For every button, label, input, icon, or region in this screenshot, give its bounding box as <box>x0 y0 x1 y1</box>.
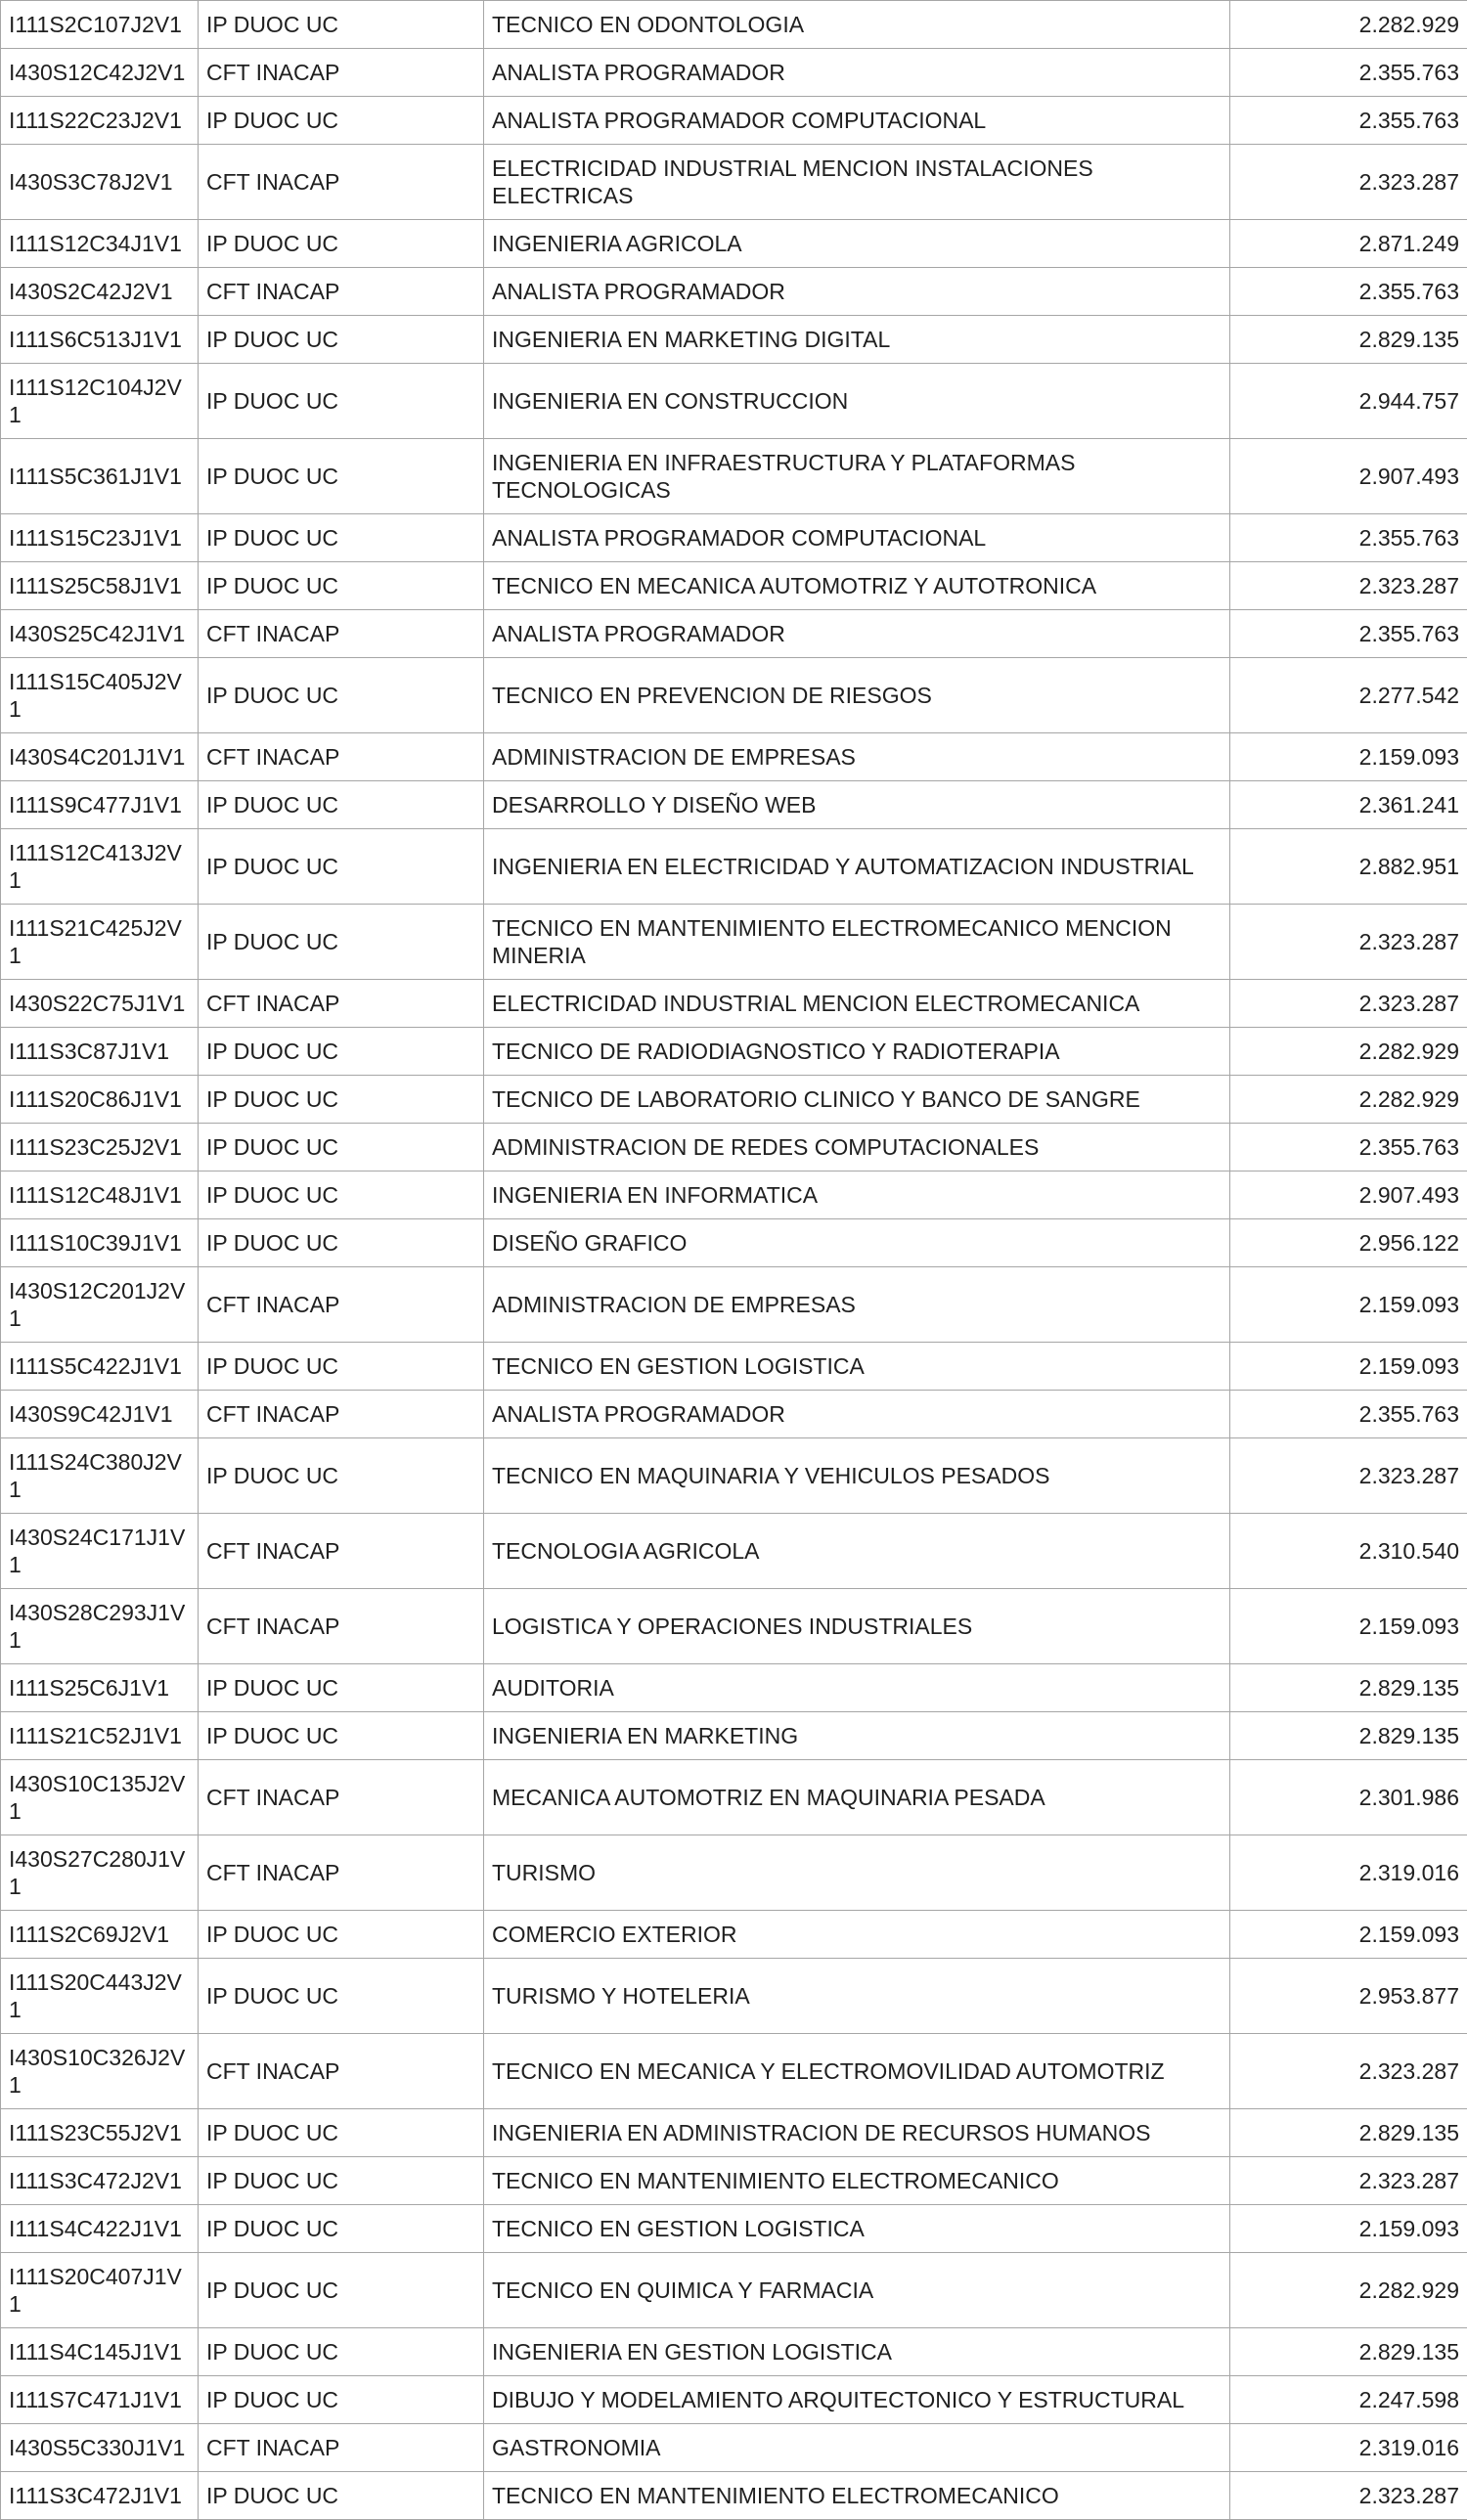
cell-program-code: I111S24C380J2V1 <box>1 1438 199 1514</box>
cell-program-name: TECNICO EN MANTENIMIENTO ELECTROMECANICO MENCION MINERIA <box>484 905 1230 980</box>
table-row <box>1 145 1467 220</box>
cell-program-code: I430S28C293J1V1 <box>1 1589 199 1664</box>
cell-program-code: I111S2C107J2V1 <box>1 1 199 49</box>
cell-program-name: LOGISTICA Y OPERACIONES INDUSTRIALES <box>484 1589 1230 1664</box>
cell-program-code: I111S25C58J1V1 <box>1 562 199 610</box>
cell-institution: CFT INACAP <box>199 980 484 1028</box>
cell-program-name: DIBUJO Y MODELAMIENTO ARQUITECTONICO Y ESTRUCTURAL <box>484 2376 1230 2424</box>
cell-program-name: TECNICO EN PREVENCION DE RIESGOS <box>484 658 1230 733</box>
cell-tuition-amount: 2.159.093 <box>1230 733 1467 781</box>
cell-program-code: I430S12C42J2V1 <box>1 49 199 97</box>
cell-program-code: I111S12C413J2V1 <box>1 829 199 905</box>
cell-program-name: TECNICO DE RADIODIAGNOSTICO Y RADIOTERAPIA <box>484 1028 1230 1076</box>
cell-program-name: TURISMO <box>484 1835 1230 1911</box>
cell-institution: IP DUOC UC <box>199 562 484 610</box>
cell-institution: IP DUOC UC <box>199 2109 484 2157</box>
cell-program-name: ADMINISTRACION DE REDES COMPUTACIONALES <box>484 1124 1230 1172</box>
table-row <box>1 2109 1467 2157</box>
table-row <box>1 1664 1467 1712</box>
cell-tuition-amount: 2.829.135 <box>1230 2109 1467 2157</box>
table-row <box>1 2376 1467 2424</box>
cell-tuition-amount: 2.323.287 <box>1230 1438 1467 1514</box>
cell-program-code: I430S25C42J1V1 <box>1 610 199 658</box>
table-row <box>1 1124 1467 1172</box>
cell-institution: IP DUOC UC <box>199 1 484 49</box>
cell-tuition-amount: 2.355.763 <box>1230 610 1467 658</box>
table-row <box>1 1438 1467 1514</box>
cell-program-name: ELECTRICIDAD INDUSTRIAL MENCION INSTALACIONES ELECTRICAS <box>484 145 1230 220</box>
cell-program-code: I111S22C23J2V1 <box>1 97 199 145</box>
cell-tuition-amount: 2.282.929 <box>1230 2253 1467 2328</box>
cell-institution: IP DUOC UC <box>199 220 484 268</box>
cell-program-code: I430S27C280J1V1 <box>1 1835 199 1911</box>
table-row <box>1 980 1467 1028</box>
table-row <box>1 1835 1467 1911</box>
cell-program-name: TECNICO EN MECANICA AUTOMOTRIZ Y AUTOTRONICA <box>484 562 1230 610</box>
cell-program-code: I111S15C405J2V1 <box>1 658 199 733</box>
table-row <box>1 829 1467 905</box>
cell-program-name: ADMINISTRACION DE EMPRESAS <box>484 1267 1230 1343</box>
cell-program-code: I111S9C477J1V1 <box>1 781 199 829</box>
cell-program-code: I430S2C42J2V1 <box>1 268 199 316</box>
cell-program-name: TECNICO EN MAQUINARIA Y VEHICULOS PESADOS <box>484 1438 1230 1514</box>
cell-institution: CFT INACAP <box>199 49 484 97</box>
cell-program-code: I111S15C23J1V1 <box>1 514 199 562</box>
cell-program-code: I430S5C330J1V1 <box>1 2424 199 2472</box>
cell-institution: IP DUOC UC <box>199 514 484 562</box>
cell-program-code: I111S4C145J1V1 <box>1 2328 199 2376</box>
cell-program-code: I111S12C104J2V1 <box>1 364 199 439</box>
cell-program-code: I111S6C513J1V1 <box>1 316 199 364</box>
cell-program-name: TECNICO EN GESTION LOGISTICA <box>484 1343 1230 1391</box>
cell-tuition-amount: 2.953.877 <box>1230 1959 1467 2034</box>
cell-tuition-amount: 2.829.135 <box>1230 1664 1467 1712</box>
cell-program-name: TECNICO EN ODONTOLOGIA <box>484 1 1230 49</box>
cell-institution: IP DUOC UC <box>199 2328 484 2376</box>
cell-institution: IP DUOC UC <box>199 439 484 514</box>
cell-tuition-amount: 2.323.287 <box>1230 145 1467 220</box>
cell-tuition-amount: 2.282.929 <box>1230 1076 1467 1124</box>
table-body <box>1 1 1467 2520</box>
cell-program-code: I430S4C201J1V1 <box>1 733 199 781</box>
cell-program-name: INGENIERIA AGRICOLA <box>484 220 1230 268</box>
table-row <box>1 1028 1467 1076</box>
cell-program-name: INGENIERIA EN ELECTRICIDAD Y AUTOMATIZACION INDUSTRIAL <box>484 829 1230 905</box>
cell-tuition-amount: 2.907.493 <box>1230 1172 1467 1219</box>
cell-tuition-amount: 2.159.093 <box>1230 1589 1467 1664</box>
cell-program-name: ELECTRICIDAD INDUSTRIAL MENCION ELECTROMECANICA <box>484 980 1230 1028</box>
table-row <box>1 2157 1467 2205</box>
cell-institution: CFT INACAP <box>199 1760 484 1835</box>
cell-institution: IP DUOC UC <box>199 2157 484 2205</box>
cell-tuition-amount: 2.355.763 <box>1230 1124 1467 1172</box>
cell-program-code: I111S7C471J1V1 <box>1 2376 199 2424</box>
cell-tuition-amount: 2.829.135 <box>1230 316 1467 364</box>
cell-tuition-amount: 2.907.493 <box>1230 439 1467 514</box>
cell-institution: CFT INACAP <box>199 1835 484 1911</box>
cell-tuition-amount: 2.323.287 <box>1230 562 1467 610</box>
table-row <box>1 364 1467 439</box>
cell-program-name: ANALISTA PROGRAMADOR <box>484 49 1230 97</box>
cell-tuition-amount: 2.871.249 <box>1230 220 1467 268</box>
cell-tuition-amount: 2.282.929 <box>1230 1 1467 49</box>
cell-tuition-amount: 2.323.287 <box>1230 2034 1467 2109</box>
cell-tuition-amount: 2.319.016 <box>1230 1835 1467 1911</box>
table-row <box>1 2424 1467 2472</box>
cell-institution: IP DUOC UC <box>199 1712 484 1760</box>
table-row <box>1 733 1467 781</box>
table-row <box>1 1267 1467 1343</box>
cell-program-name: TECNICO DE LABORATORIO CLINICO Y BANCO DE SANGRE <box>484 1076 1230 1124</box>
table-row <box>1 905 1467 980</box>
cell-program-code: I111S10C39J1V1 <box>1 1219 199 1267</box>
cell-program-name: ANALISTA PROGRAMADOR COMPUTACIONAL <box>484 97 1230 145</box>
cell-program-code: I111S5C361J1V1 <box>1 439 199 514</box>
cell-institution: CFT INACAP <box>199 610 484 658</box>
cell-program-code: I430S9C42J1V1 <box>1 1391 199 1438</box>
cell-tuition-amount: 2.319.016 <box>1230 2424 1467 2472</box>
cell-tuition-amount: 2.355.763 <box>1230 514 1467 562</box>
cell-institution: IP DUOC UC <box>199 1911 484 1959</box>
cell-program-name: MECANICA AUTOMOTRIZ EN MAQUINARIA PESADA <box>484 1760 1230 1835</box>
cell-program-name: ADMINISTRACION DE EMPRESAS <box>484 733 1230 781</box>
cell-program-name: ANALISTA PROGRAMADOR COMPUTACIONAL <box>484 514 1230 562</box>
cell-program-code: I111S3C472J1V1 <box>1 2472 199 2520</box>
table-row <box>1 2205 1467 2253</box>
table-row <box>1 268 1467 316</box>
cell-tuition-amount: 2.355.763 <box>1230 49 1467 97</box>
cell-tuition-amount: 2.301.986 <box>1230 1760 1467 1835</box>
cell-institution: IP DUOC UC <box>199 2472 484 2520</box>
table-row <box>1 610 1467 658</box>
cell-program-name: TECNICO EN MECANICA Y ELECTROMOVILIDAD AUTOMOTRIZ <box>484 2034 1230 2109</box>
cell-institution: IP DUOC UC <box>199 1124 484 1172</box>
table-row <box>1 49 1467 97</box>
cell-institution: IP DUOC UC <box>199 1664 484 1712</box>
cell-program-name: INGENIERIA EN MARKETING <box>484 1712 1230 1760</box>
cell-program-code: I430S24C171J1V1 <box>1 1514 199 1589</box>
cell-program-name: INGENIERIA EN CONSTRUCCION <box>484 364 1230 439</box>
cell-program-code: I111S12C34J1V1 <box>1 220 199 268</box>
cell-program-name: ANALISTA PROGRAMADOR <box>484 610 1230 658</box>
cell-tuition-amount: 2.829.135 <box>1230 1712 1467 1760</box>
cell-tuition-amount: 2.956.122 <box>1230 1219 1467 1267</box>
table-row <box>1 781 1467 829</box>
cell-institution: CFT INACAP <box>199 733 484 781</box>
cell-tuition-amount: 2.323.287 <box>1230 905 1467 980</box>
cell-institution: IP DUOC UC <box>199 1076 484 1124</box>
cell-institution: IP DUOC UC <box>199 364 484 439</box>
table-row <box>1 1589 1467 1664</box>
table-row <box>1 1076 1467 1124</box>
cell-program-code: I111S25C6J1V1 <box>1 1664 199 1712</box>
cell-program-code: I430S3C78J2V1 <box>1 145 199 220</box>
cell-program-code: I430S10C326J2V1 <box>1 2034 199 2109</box>
table-row <box>1 1 1467 49</box>
cell-program-code: I111S23C25J2V1 <box>1 1124 199 1172</box>
cell-institution: CFT INACAP <box>199 1267 484 1343</box>
table-row <box>1 2034 1467 2109</box>
table-row <box>1 658 1467 733</box>
cell-program-code: I111S12C48J1V1 <box>1 1172 199 1219</box>
cell-tuition-amount: 2.355.763 <box>1230 1391 1467 1438</box>
cell-program-name: TURISMO Y HOTELERIA <box>484 1959 1230 2034</box>
cell-program-code: I111S5C422J1V1 <box>1 1343 199 1391</box>
cell-tuition-amount: 2.247.598 <box>1230 2376 1467 2424</box>
table-row <box>1 220 1467 268</box>
cell-program-name: INGENIERIA EN ADMINISTRACION DE RECURSOS HUMANOS <box>484 2109 1230 2157</box>
cell-institution: IP DUOC UC <box>199 1438 484 1514</box>
cell-program-code: I111S20C407J1V1 <box>1 2253 199 2328</box>
cell-tuition-amount: 2.944.757 <box>1230 364 1467 439</box>
cell-program-name: INGENIERIA EN GESTION LOGISTICA <box>484 2328 1230 2376</box>
cell-institution: IP DUOC UC <box>199 2253 484 2328</box>
cell-tuition-amount: 2.355.763 <box>1230 268 1467 316</box>
cell-institution: IP DUOC UC <box>199 658 484 733</box>
cell-program-code: I111S20C443J2V1 <box>1 1959 199 2034</box>
cell-tuition-amount: 2.361.241 <box>1230 781 1467 829</box>
table-row <box>1 1172 1467 1219</box>
cell-institution: IP DUOC UC <box>199 1219 484 1267</box>
cell-program-name: AUDITORIA <box>484 1664 1230 1712</box>
cell-program-name: TECNICO EN QUIMICA Y FARMACIA <box>484 2253 1230 2328</box>
table-row <box>1 1959 1467 2034</box>
cell-institution: CFT INACAP <box>199 2034 484 2109</box>
cell-tuition-amount: 2.323.287 <box>1230 980 1467 1028</box>
cell-institution: CFT INACAP <box>199 145 484 220</box>
cell-institution: IP DUOC UC <box>199 97 484 145</box>
cell-program-name: TECNICO EN MANTENIMIENTO ELECTROMECANICO <box>484 2472 1230 2520</box>
cell-tuition-amount: 2.355.763 <box>1230 97 1467 145</box>
cell-program-name: INGENIERIA EN INFORMATICA <box>484 1172 1230 1219</box>
cell-institution: IP DUOC UC <box>199 2205 484 2253</box>
cell-institution: CFT INACAP <box>199 2424 484 2472</box>
cell-tuition-amount: 2.882.951 <box>1230 829 1467 905</box>
cell-tuition-amount: 2.310.540 <box>1230 1514 1467 1589</box>
table-row <box>1 1712 1467 1760</box>
cell-program-name: TECNICO EN MANTENIMIENTO ELECTROMECANICO <box>484 2157 1230 2205</box>
cell-institution: CFT INACAP <box>199 1589 484 1664</box>
table-row <box>1 2253 1467 2328</box>
cell-institution: IP DUOC UC <box>199 2376 484 2424</box>
cell-institution: IP DUOC UC <box>199 316 484 364</box>
cell-program-name: COMERCIO EXTERIOR <box>484 1911 1230 1959</box>
cell-program-name: DISEÑO GRAFICO <box>484 1219 1230 1267</box>
cell-program-code: I111S21C52J1V1 <box>1 1712 199 1760</box>
cell-tuition-amount: 2.159.093 <box>1230 1911 1467 1959</box>
cell-institution: IP DUOC UC <box>199 1172 484 1219</box>
cell-institution: IP DUOC UC <box>199 1343 484 1391</box>
cell-institution: IP DUOC UC <box>199 781 484 829</box>
cell-program-name: TECNICO EN GESTION LOGISTICA <box>484 2205 1230 2253</box>
cell-tuition-amount: 2.829.135 <box>1230 2328 1467 2376</box>
cell-tuition-amount: 2.159.093 <box>1230 1267 1467 1343</box>
cell-tuition-amount: 2.282.929 <box>1230 1028 1467 1076</box>
cell-institution: CFT INACAP <box>199 268 484 316</box>
table-row <box>1 316 1467 364</box>
cell-tuition-amount: 2.159.093 <box>1230 1343 1467 1391</box>
cell-program-code: I111S20C86J1V1 <box>1 1076 199 1124</box>
cell-program-name: ANALISTA PROGRAMADOR <box>484 268 1230 316</box>
cell-institution: IP DUOC UC <box>199 1959 484 2034</box>
cell-tuition-amount: 2.159.093 <box>1230 2205 1467 2253</box>
cell-program-code: I430S10C135J2V1 <box>1 1760 199 1835</box>
cell-program-name: INGENIERIA EN INFRAESTRUCTURA Y PLATAFORMAS TECNOLOGICAS <box>484 439 1230 514</box>
cell-program-name: INGENIERIA EN MARKETING DIGITAL <box>484 316 1230 364</box>
cell-institution: CFT INACAP <box>199 1514 484 1589</box>
cell-program-code: I111S4C422J1V1 <box>1 2205 199 2253</box>
table-row <box>1 2472 1467 2520</box>
cell-institution: IP DUOC UC <box>199 829 484 905</box>
cell-program-name: ANALISTA PROGRAMADOR <box>484 1391 1230 1438</box>
cell-tuition-amount: 2.323.287 <box>1230 2157 1467 2205</box>
cell-program-code: I111S23C55J2V1 <box>1 2109 199 2157</box>
cell-tuition-amount: 2.277.542 <box>1230 658 1467 733</box>
table-row <box>1 1911 1467 1959</box>
cell-program-name: DESARROLLO Y DISEÑO WEB <box>484 781 1230 829</box>
table-row <box>1 2328 1467 2376</box>
table-row <box>1 514 1467 562</box>
cell-institution: IP DUOC UC <box>199 905 484 980</box>
cell-program-code: I430S12C201J2V1 <box>1 1267 199 1343</box>
table-row <box>1 1219 1467 1267</box>
table-row <box>1 1514 1467 1589</box>
cell-program-name: TECNOLOGIA AGRICOLA <box>484 1514 1230 1589</box>
cell-institution: CFT INACAP <box>199 1391 484 1438</box>
cell-program-code: I111S3C87J1V1 <box>1 1028 199 1076</box>
table-row <box>1 97 1467 145</box>
table-row <box>1 1760 1467 1835</box>
cell-program-name: GASTRONOMIA <box>484 2424 1230 2472</box>
cell-tuition-amount: 2.323.287 <box>1230 2472 1467 2520</box>
table-row <box>1 1343 1467 1391</box>
table-row <box>1 562 1467 610</box>
cell-program-code: I111S3C472J2V1 <box>1 2157 199 2205</box>
cell-program-code: I111S2C69J2V1 <box>1 1911 199 1959</box>
table-row <box>1 1391 1467 1438</box>
cell-program-code: I111S21C425J2V1 <box>1 905 199 980</box>
cell-program-code: I430S22C75J1V1 <box>1 980 199 1028</box>
table-row <box>1 439 1467 514</box>
cell-institution: IP DUOC UC <box>199 1028 484 1076</box>
